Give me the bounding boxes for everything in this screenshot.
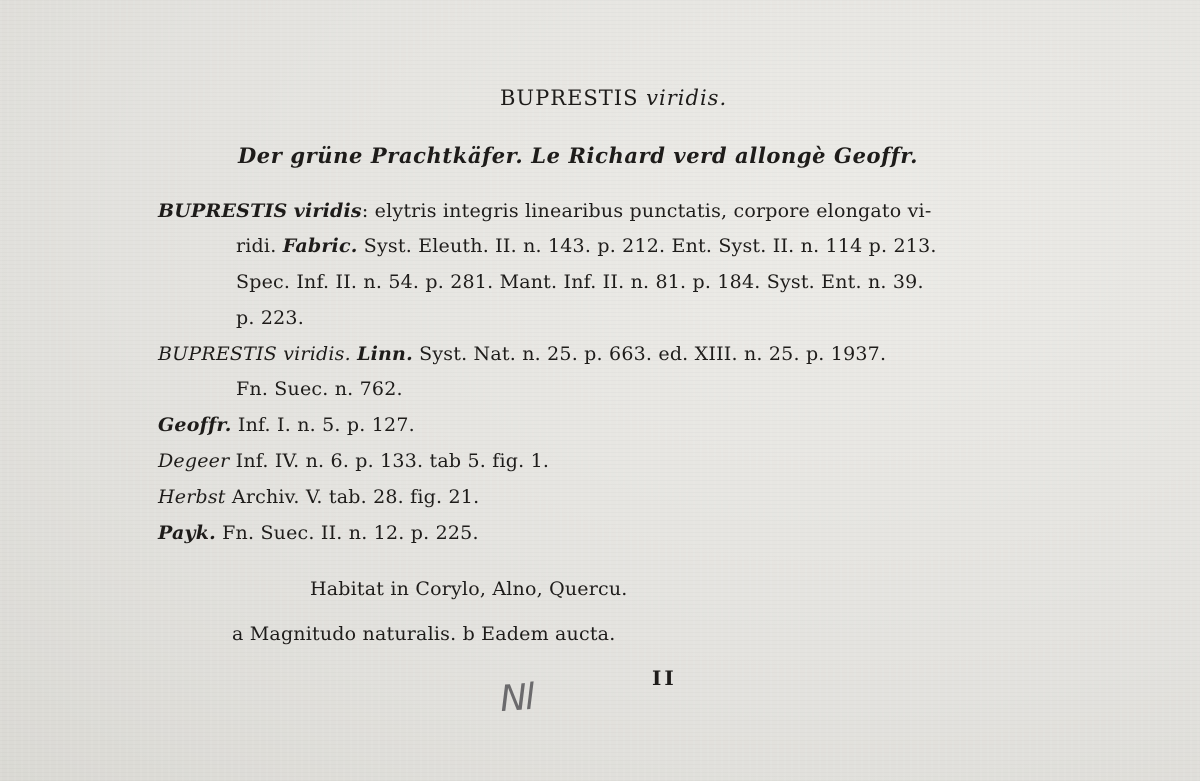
reference-author: Geoffr. <box>158 414 232 436</box>
entry-species: viridis. <box>283 343 351 365</box>
reference-degeer <box>158 450 549 472</box>
entry-author: Linn. <box>357 343 413 365</box>
entry-text: ridi. <box>236 235 283 257</box>
entry-genus: BUPRESTIS <box>158 200 288 222</box>
entry-fabricius-line-3: Spec. Inf. II. n. 54. p. 281. Mant. Inf. II. n. 81. p. 184. Syst. Ent. n. 39. <box>236 271 924 293</box>
reference-text: Fn. Suec. II. n. 12. p. 225. <box>215 522 479 544</box>
entry-description: elytris integris linearibus punctatis, corpore elongato vi- <box>368 200 932 222</box>
reference-text: Inf. I. n. 5. p. 127. <box>231 414 415 436</box>
entry-colon: : <box>361 200 369 222</box>
entry-fabricius-line-2 <box>236 235 937 257</box>
figure-caption: a Magnitudo naturalis. b Eadem aucta. <box>232 623 616 645</box>
title-genus: BUPRESTIS <box>500 86 639 110</box>
entry-genus: BUPRESTIS <box>158 343 277 365</box>
habitat-line: Habitat in Corylo, Alno, Quercu. <box>310 578 628 600</box>
reference-paykull <box>158 522 479 544</box>
reference-text: Archiv. V. tab. 28. fig. 21. <box>225 486 480 508</box>
reference-author: Payk. <box>158 522 216 544</box>
reference-text: Inf. IV. n. 6. p. 133. tab 5. fig. 1. <box>229 450 550 472</box>
species-title <box>500 86 727 110</box>
entry-species: viridis <box>293 200 362 222</box>
page-number: II <box>652 666 677 690</box>
reference-herbst <box>158 486 479 508</box>
entry-fabricius-line-1 <box>158 200 931 222</box>
reference-author: Herbst <box>158 486 226 508</box>
reference-geoffroy <box>158 414 415 436</box>
pencil-annotation: Nl <box>498 676 535 721</box>
entry-fabricius-line-4: p. 223. <box>236 307 304 329</box>
entry-linnaeus-line-2: Fn. Suec. n. 762. <box>236 378 403 400</box>
entry-reference: Syst. Nat. n. 25. p. 663. ed. XIII. n. 25. p. 1937. <box>412 343 887 365</box>
entry-author: Fabric. <box>282 235 358 257</box>
entry-reference: Syst. Eleuth. II. n. 143. p. 212. Ent. Syst. II. n. 114 p. 213. <box>357 235 937 257</box>
title-species: viridis. <box>646 86 728 110</box>
entry-linnaeus-line-1 <box>158 343 886 365</box>
common-names: Der grüne Prachtkäfer. Le Richard verd allongè Geoffr. <box>238 143 919 168</box>
reference-author: Degeer <box>158 450 230 472</box>
